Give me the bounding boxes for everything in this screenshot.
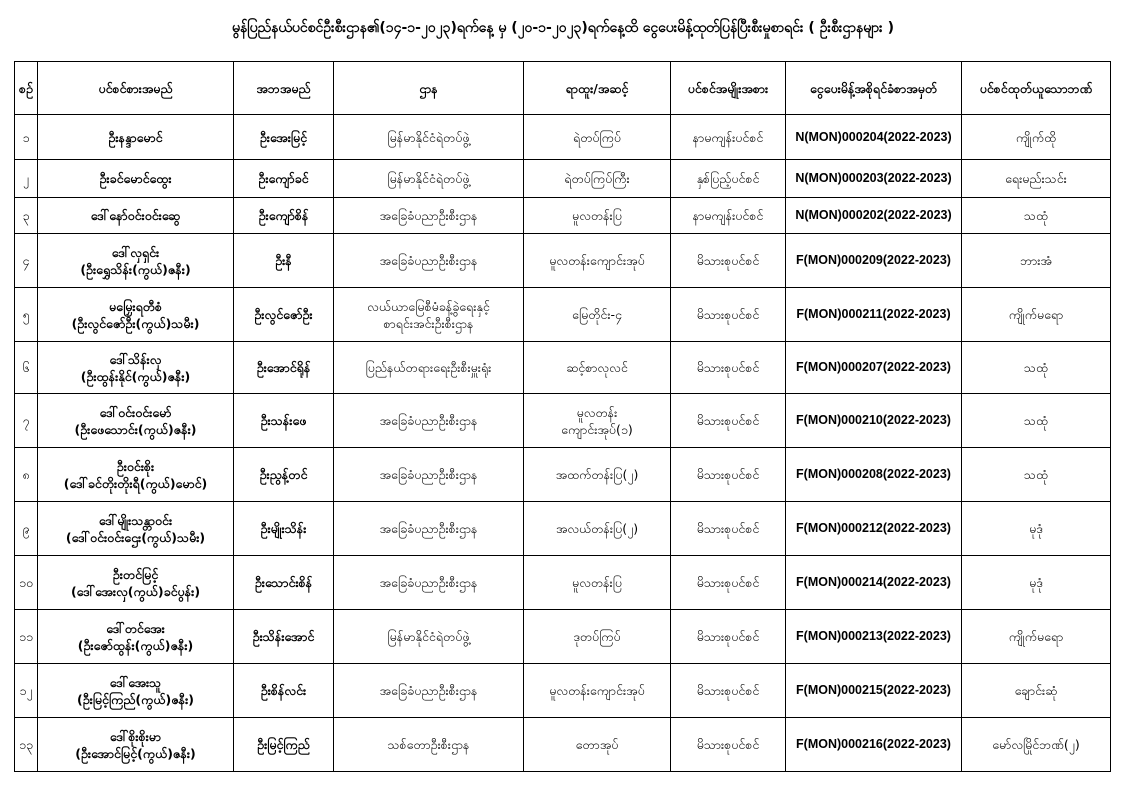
cell-position (524, 342, 671, 394)
cell-position (524, 198, 671, 234)
cell-pensioner-line1: ဒေါ်ဝင်းဝင်းမော် (99, 404, 172, 420)
cell-no: ၁၁ (15, 610, 38, 664)
cell-department (334, 160, 524, 198)
cell-department-line1: ပြည်နယ်တရားရေးဦးစီးမှူးရုံး (365, 360, 492, 375)
cell-department (334, 342, 524, 394)
cell-department-line1: လယ်ယာမြေစီမံခန့်ခွဲရေးနှင့် (367, 298, 490, 314)
cell-code: F(MON)000214(2022-2023) (786, 556, 962, 610)
cell-pensioner-line1: ဒေါ်လှရှင်း (111, 244, 160, 260)
cell-department (334, 718, 524, 772)
cell-department-line1: မြန်မာနိုင်ငံရဲတပ်ဖွဲ့ (387, 129, 470, 145)
cell-pensioner (38, 342, 234, 394)
table-row (15, 234, 1111, 288)
header-township: ပင်စင်ထုတ်ယူသောဘဏ် (962, 62, 1111, 115)
cell-township: ကျိုက်မရော (962, 610, 1111, 664)
cell-father: ဦးသောင်းစိန် (234, 556, 334, 610)
cell-pension-type: မိသားစုပင်စင် (671, 288, 786, 342)
cell-department-line1: အခြေခံပညာဦးစီးဌာန (379, 521, 478, 536)
header-department: ဌာန (334, 62, 524, 115)
cell-pensioner-line2: (ဦးဇော်ထွန်း(ကွယ်)ဇနီး) (77, 637, 194, 653)
cell-township: သထုံ (962, 342, 1111, 394)
cell-father: ဦးကျော်စိန် (234, 198, 334, 234)
cell-pensioner (38, 394, 234, 448)
cell-pensioner (38, 502, 234, 556)
cell-code: F(MON)000207(2022-2023) (786, 342, 962, 394)
cell-pensioner-line1: ဒေါ်တင်အေး (106, 620, 165, 636)
cell-code: F(MON)000213(2022-2023) (786, 610, 962, 664)
cell-pensioner-line1: ဒေါ်သိန်းလှ (109, 351, 162, 367)
cell-department-line1: အခြေခံပညာဦးစီးဌာန (379, 253, 478, 268)
cell-pensioner (38, 610, 234, 664)
table-row (15, 342, 1111, 394)
cell-pension-type: မိသားစုပင်စင် (671, 664, 786, 718)
cell-department (334, 198, 524, 234)
cell-department-line1: အခြေခံပညာဦးစီးဌာန (379, 683, 478, 698)
cell-position (524, 502, 671, 556)
cell-department-line1: အခြေခံပညာဦးစီးဌာန (379, 413, 478, 428)
cell-pensioner (38, 448, 234, 502)
cell-position (524, 234, 671, 288)
cell-position-line1: ရဲတပ်ကြပ် (573, 129, 621, 145)
cell-pensioner-line2: (ဦးလွင်ဇော်ဦး(ကွယ်)သမီး) (71, 315, 200, 331)
cell-township: မော်လမြိုင်ဘဏ်(၂) (962, 718, 1111, 772)
cell-pension-type: မိသားစုပင်စင် (671, 610, 786, 664)
cell-department (334, 394, 524, 448)
cell-no: ၁၀ (15, 556, 38, 610)
cell-department-line1: မြန်မာနိုင်ငံရဲတပ်ဖွဲ့ (387, 629, 470, 644)
cell-pension-type: မိသားစုပင်စင် (671, 556, 786, 610)
cell-pension-type: နာမကျန်းပင်စင် (671, 115, 786, 160)
cell-no: ၁၃ (15, 718, 38, 772)
cell-no: ၃ (15, 198, 38, 234)
cell-pensioner-line2: (ဦးဖေသောင်း(ကွယ်)ဇနီး) (74, 421, 197, 437)
cell-code: F(MON)000212(2022-2023) (786, 502, 962, 556)
cell-no: ၇ (15, 394, 38, 448)
cell-father: ဦးနီ (234, 234, 334, 288)
cell-pension-type: နာမကျန်းပင်စင် (671, 198, 786, 234)
cell-position (524, 448, 671, 502)
cell-township: ဘားအံ (962, 234, 1111, 288)
table-row (15, 160, 1111, 198)
cell-department (334, 115, 524, 160)
header-pension-type: ပင်စင်အမျိုးအစား (671, 62, 786, 115)
cell-position-line1: မူလတန်းပြ (572, 208, 622, 223)
header-code: ငွေပေးမိန့်အစိုရင်ခံစာအမှတ် (786, 62, 962, 115)
cell-code: F(MON)000215(2022-2023) (786, 664, 962, 718)
cell-father: ဦးအောင်ရိုန် (234, 342, 334, 394)
cell-department (334, 234, 524, 288)
cell-position (524, 664, 671, 718)
cell-position-line1: တောအုပ် (575, 737, 619, 752)
cell-pensioner (38, 664, 234, 718)
cell-pensioner (38, 288, 234, 342)
cell-township: ကျိုက်ထို (962, 115, 1111, 160)
cell-father: ဦးလွင်ဇော်ဦး (234, 288, 334, 342)
cell-pensioner (38, 198, 234, 234)
cell-pensioner (38, 556, 234, 610)
cell-department (334, 610, 524, 664)
cell-position (524, 718, 671, 772)
cell-position-line1: မြေတိုင်း-၄ (571, 307, 623, 322)
cell-position-line1: အထက်တန်းပြ(၂) (555, 467, 639, 482)
cell-position-line1: ဒုတပ်ကြပ် (573, 629, 621, 644)
cell-code: F(MON)000208(2022-2023) (786, 448, 962, 502)
cell-position (524, 115, 671, 160)
cell-no: ၄ (15, 234, 38, 288)
cell-pensioner-line2: (ဦးအောင်မြင့်(ကွယ်)ဇနီး) (75, 745, 196, 761)
cell-pension-type: မိသားစုပင်စင် (671, 718, 786, 772)
cell-father: ဦးသိန်းအောင် (234, 610, 334, 664)
cell-pensioner-line2: (ဒေါ်ခင်တိုးတိုးရီ(ကွယ်)မောင်) (63, 475, 208, 491)
cell-pensioner (38, 718, 234, 772)
cell-no: ၁၂ (15, 664, 38, 718)
cell-pensioner-line2: (ဦးထွန်းနိုင်(ကွယ်)ဇနီး) (80, 368, 191, 384)
table-row (15, 115, 1111, 160)
cell-position-line1: အလယ်တန်းပြ(၂) (555, 521, 639, 536)
cell-position (524, 160, 671, 198)
cell-position (524, 556, 671, 610)
cell-township: သထုံ (962, 198, 1111, 234)
cell-department (334, 448, 524, 502)
cell-no: ၈ (15, 448, 38, 502)
cell-no: ၁ (15, 115, 38, 160)
cell-pensioner-line1: ဦးတင်မြင့် (112, 566, 159, 582)
cell-father: ဦးစိန်လင်း (234, 664, 334, 718)
cell-pensioner-line1: ဒေါ်စိုးစိုးမာ (109, 728, 162, 744)
table-row (15, 394, 1111, 448)
cell-position-line1: မူလတန်းကျောင်းအုပ် (549, 683, 645, 698)
cell-pension-type: မိသားစုပင်စင် (671, 234, 786, 288)
table-row (15, 718, 1111, 772)
cell-position-line1: ဆင့်စာလုလင် (566, 360, 628, 375)
cell-department-line1: မြန်မာနိုင်ငံရဲတပ်ဖွဲ့ (387, 171, 470, 186)
table-row (15, 448, 1111, 502)
cell-pension-type: နှစ်ပြည့်ပင်စင် (671, 160, 786, 198)
cell-father: ဦးသန်းဖေ (234, 394, 334, 448)
cell-department (334, 664, 524, 718)
cell-position-line2: ကျောင်းအုပ်(၁) (561, 421, 633, 437)
cell-code: F(MON)000210(2022-2023) (786, 394, 962, 448)
cell-pension-type: မိသားစုပင်စင် (671, 394, 786, 448)
cell-position (524, 610, 671, 664)
cell-pensioner-line1: ဒေါ်အေးသူ (109, 674, 162, 690)
cell-township: ရေးမည်းသင်း (962, 160, 1111, 198)
cell-father: ဦးမျိုးသိန်း (234, 502, 334, 556)
cell-pensioner (38, 115, 234, 160)
cell-township: မုဒုံ (962, 502, 1111, 556)
cell-pensioner-line2: (ဒေါ်ဝင်းဝင်းဌေး(ကွယ်)သမီး) (65, 529, 206, 545)
cell-pensioner-line1: ဒေါ်နော်ဝင်းဝင်းဆွေ (90, 208, 181, 223)
document-title: မွန်ပြည်နယ်ပင်စင်ဦးစီးဌာန၏(၁၄-၁-၂၀၂၃)ရက်နေ့ မှ (၂၀-၁-၂၀၂၃)ရက်နေ့ထိ ငွေပေးမိန့်ထုတ်ပြန်ပြီးစီးမှုစာရင်း ( ဦးစီးဌာနများ ) (231, 20, 895, 36)
cell-position-line1: ရဲတပ်ကြပ်ကြီး (564, 171, 630, 186)
cell-pension-type: မိသားစုပင်စင် (671, 448, 786, 502)
cell-pensioner-line1: ဦးဝင်းစိုး (116, 458, 155, 474)
cell-township: မုဒုံ (962, 556, 1111, 610)
cell-pensioner-line1: ဦးခင်မောင်ထွေး (99, 171, 172, 186)
cell-position-line1: မူလတန်းပြ (572, 575, 622, 590)
cell-department (334, 556, 524, 610)
cell-pensioner-line1: ဒေါ်မျိုးသန္တာဝင်း (98, 512, 173, 528)
cell-pensioner-line2: (ဦးရွှေသိန်း(ကွယ်)ဇနီး) (80, 261, 191, 277)
cell-code: F(MON)000211(2022-2023) (786, 288, 962, 342)
cell-father: ဦးမြင့်ကြည် (234, 718, 334, 772)
cell-pensioner-line2: (ဒေါ်အေးလှ(ကွယ်)ခင်ပွန်း) (70, 583, 201, 599)
table-header-row (15, 62, 1111, 115)
cell-pension-type: မိသားစုပင်စင် (671, 502, 786, 556)
cell-no: ၅ (15, 288, 38, 342)
cell-township: ချောင်းဆုံ (962, 664, 1111, 718)
cell-department-line1: အခြေခံပညာဦးစီးဌာန (379, 575, 478, 590)
cell-pensioner-line1: ဦးနန္ဒာမောင် (108, 129, 163, 145)
cell-no: ၂ (15, 160, 38, 198)
cell-pensioner (38, 160, 234, 198)
cell-department-line2: စာရင်းအင်းဦးစီးဌာန (383, 315, 474, 331)
cell-township: သထုံ (962, 448, 1111, 502)
cell-department (334, 288, 524, 342)
cell-father: ဦးညွန့်တင် (234, 448, 334, 502)
cell-code: N(MON)000204(2022-2023) (786, 115, 962, 160)
cell-code: N(MON)000202(2022-2023) (786, 198, 962, 234)
cell-position-line1: မူလတန်း (576, 404, 618, 420)
cell-position (524, 394, 671, 448)
cell-department (334, 502, 524, 556)
header-father: အဘအမည် (234, 62, 334, 115)
table-row (15, 610, 1111, 664)
header-no: စဉ် (15, 62, 38, 115)
table-row (15, 502, 1111, 556)
cell-code: N(MON)000203(2022-2023) (786, 160, 962, 198)
cell-department-line1: အခြေခံပညာဦးစီးဌာန (379, 208, 478, 223)
table-body (15, 115, 1111, 772)
pension-table (14, 61, 1111, 772)
cell-father: ဦးကျော်ခင် (234, 160, 334, 198)
header-position: ရာထူး/အဆင့် (524, 62, 671, 115)
cell-father: ဦးအေးမြင့် (234, 115, 334, 160)
cell-township: ကျိုက်မရော (962, 288, 1111, 342)
cell-pensioner-line2: (ဦးမြင့်ကြည်(ကွယ်)ဇနီး) (77, 691, 194, 707)
table-row (15, 198, 1111, 234)
table-row (15, 664, 1111, 718)
cell-position (524, 288, 671, 342)
cell-pensioner (38, 234, 234, 288)
table-row (15, 288, 1111, 342)
cell-township: သထုံ (962, 394, 1111, 448)
table-row (15, 556, 1111, 610)
cell-position-line1: မူလတန်းကျောင်းအုပ် (549, 253, 645, 268)
cell-code: F(MON)000209(2022-2023) (786, 234, 962, 288)
cell-pensioner-line1: မမြှေးရတီစံ (109, 298, 162, 314)
header-pensioner: ပင်စင်စားအမည် (38, 62, 234, 115)
cell-department-line1: အခြေခံပညာဦးစီးဌာန (379, 467, 478, 482)
cell-pension-type: မိသားစုပင်စင် (671, 342, 786, 394)
cell-no: ၆ (15, 342, 38, 394)
cell-code: F(MON)000216(2022-2023) (786, 718, 962, 772)
cell-no: ၉ (15, 502, 38, 556)
cell-department-line1: သစ်တောဦးစီးဌာန (387, 737, 470, 752)
